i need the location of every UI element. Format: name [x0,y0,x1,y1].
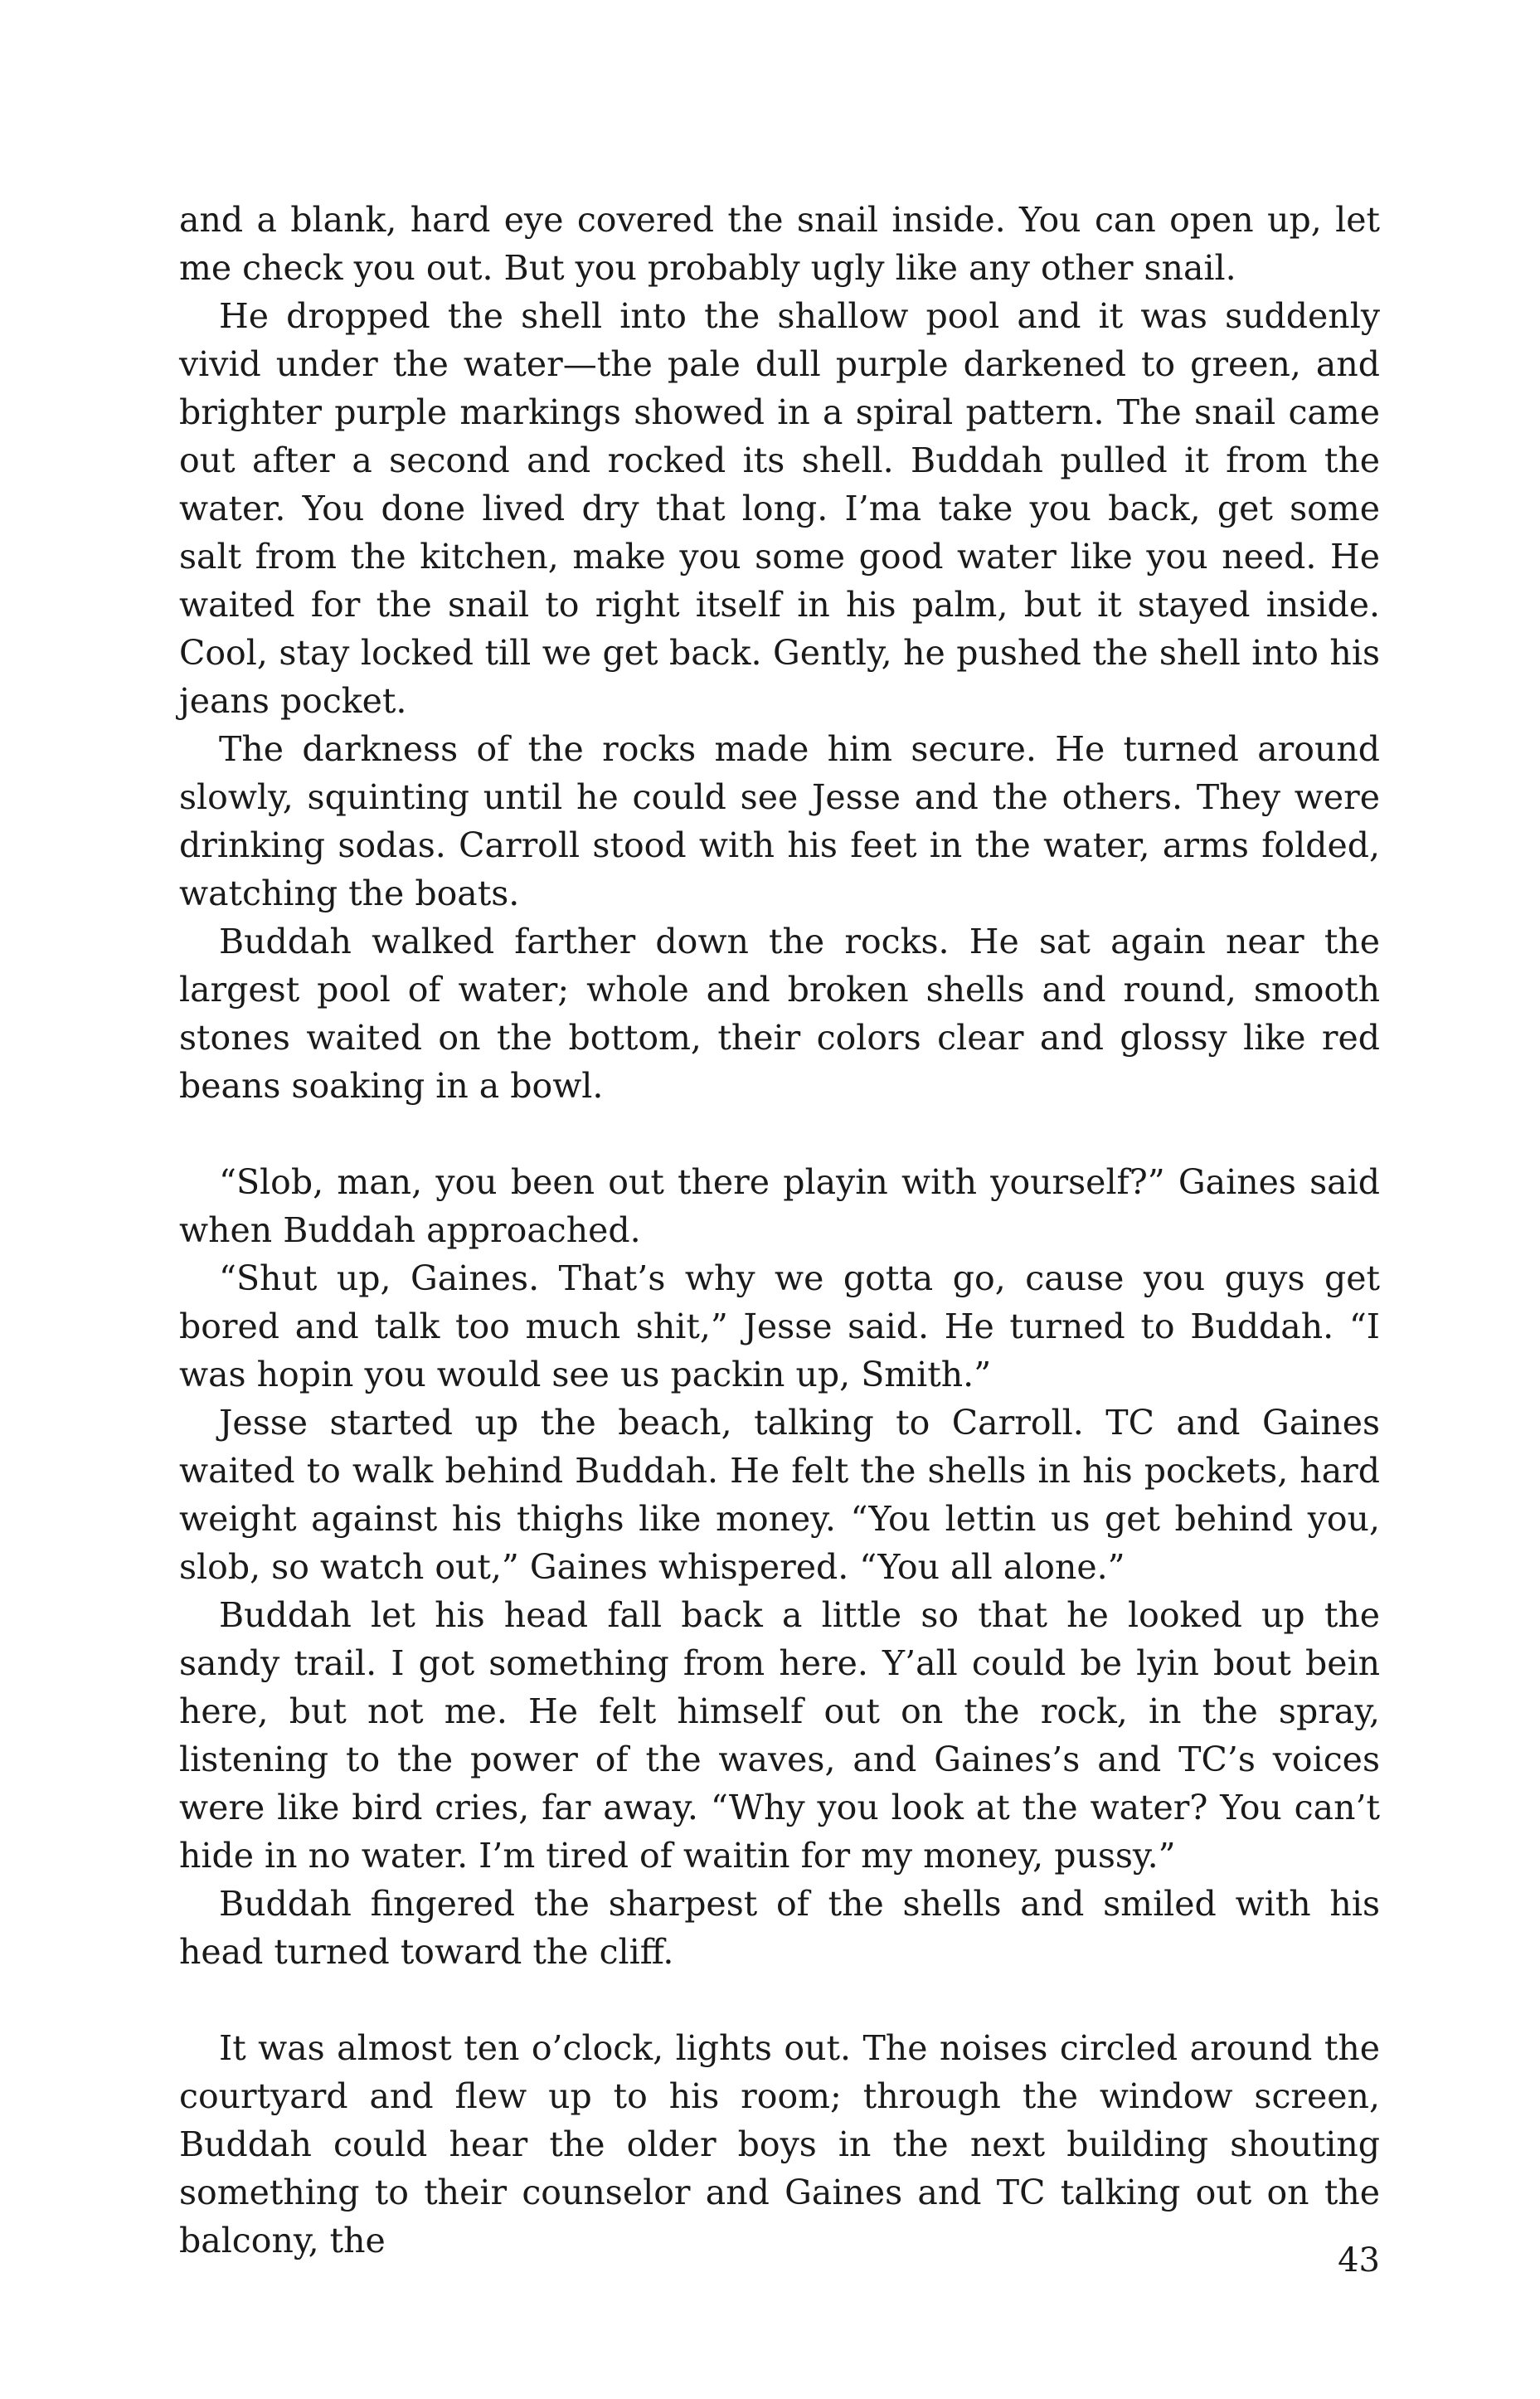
paragraph: It was almost ten o’clock, lights out. The noises circled around the courtyard and flew up to his room; through the window screen, Buddah could hear the older boys in the next building shouting something to their counselor and Gaines and TC talking out on the balcony, the [179,2028,1380,2260]
paragraph: Buddah fingered the sharpest of the shells and smiled with his head turned toward the cliff. [179,1884,1380,1972]
paragraph: He dropped the shell into the shallow pool and it was suddenly vivid under the water—the pale dull purple darkened to green, and brighter purple markings showed in a spiral pattern. The snail came out after a second and rocked its shell. Buddah pulled it from the water. You done lived dry that long. I’ma take you back, get some salt from the kitchen, make you some good water like you need. He waited for the snail to right itself in his palm, but it stayed inside. Cool, stay locked till we get back. Gently, he pushed the shell into his jeans pocket. [179,296,1380,721]
paragraph: Buddah walked farther down the rocks. He sat again near the largest pool of water; whole and broken shells and round, smooth stones waited on the bottom, their colors clear and glossy like red beans soaking in a bowl. [179,922,1380,1106]
page-number: 43 [1338,2241,1380,2280]
body-text [179,196,1380,2265]
paragraph: and a blank, hard eye covered the snail inside. You can open up, let me check you out. But you probably ugly like any other snail. [179,200,1380,288]
section-break [179,1110,1380,1158]
paragraph: Jesse started up the beach, talking to Carroll. TC and Gaines waited to walk behind Buddah. He felt the shells in his pockets, hard weight against his thighs like money. “You lettin us get behind you, slob, so watch out,” Gaines whispered. “You all alone.” [179,1403,1380,1587]
paragraph: “Slob, man, you been out there playin with yourself?” Gaines said when Buddah approached. [179,1162,1380,1250]
section-break [179,1976,1380,2024]
paragraph: Buddah let his head fall back a little so that he looked up the sandy trail. I got something from here. Y’all could be lyin bout bein here, but not me. He felt himself out on the rock, in the spray, listening to the power of the waves, and Gaines’s and TC’s voices were like bird cries, far away. “Why you look at the water? You can’t hide in no water. I’m tired of waitin for my money, pussy.” [179,1595,1380,1876]
paragraph: “Shut up, Gaines. That’s why we gotta go, cause you guys get bored and talk too much shit,” Jesse said. He turned to Buddah. “I was hopin you would see us packin up, Smith.” [179,1258,1380,1394]
paragraph: The darkness of the rocks made him secure. He turned around slowly, squinting until he could see Jesse and the others. They were drinking sodas. Carroll stood with his feet in the water, arms folded, watching the boats. [179,729,1380,913]
